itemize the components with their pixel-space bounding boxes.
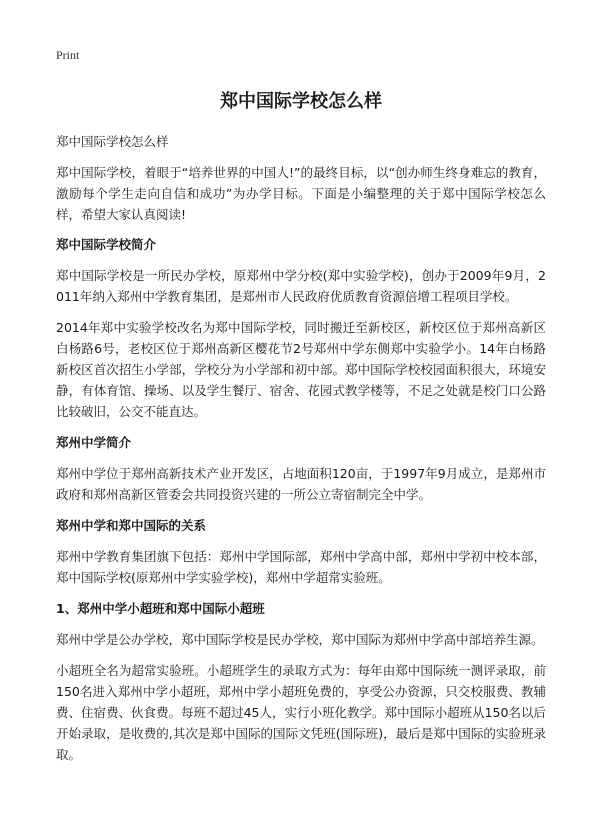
section-heading-school-intro: 郑中国际学校简介 bbox=[56, 237, 157, 252]
article-page bbox=[56, 44, 546, 765]
section-paragraph: 2014年郑中实验学校改名为郑中国际学校，同时搬迁至新校区，新校区位于郑州高新区白杨路6号，老校区位于郑州高新区樱花节2号郑州中学东侧郑中实验学小。14年白杨路新校区首次招生小学部，学校分为小学部和初中部。郑中国际学校校园面积很大，环境安静，有体育馆、操场、以及学生餐厅、宿舍、花园式教学楼等，不足之处就是校门口公路比较破旧，公交不能直达。 bbox=[56, 320, 546, 419]
intro-paragraph: 郑中国际学校，着眼于“培养世界的中国人!”的最终目标，以“创办师生终身难忘的教育，激励每个学生走向自信和成功”为办学目标。下面是小编整理的关于郑中国际学校怎么样，希望大家认真阅读! bbox=[56, 165, 546, 222]
print-link[interactable]: Print bbox=[56, 48, 80, 62]
section-paragraph: 小超班全名为超常实验班。小超班学生的录取方式为：每年由郑中国际统一测评录取，前150名进入郑州中学小超班，郑州中学小超班免费的，享受公办资源，只交校服费、教辅费、住宿费、伙食费。每班不超过45人，实行小班化教学。郑中国际小超班从150名以后开始录取，是收费的,其次是郑中国际的国际文凭班(国际班)，最后是郑中国际的实验班录取。 bbox=[56, 663, 546, 762]
page-title: 郑中国际学校怎么样 bbox=[220, 91, 382, 112]
section-heading-gifted-classes: 1、郑州中学小超班和郑中国际小超班 bbox=[56, 601, 265, 616]
section-paragraph: 郑州中学是公办学校，郑中国际学校是民办学校，郑中国际为郑州中学高中部培养生源。 bbox=[56, 632, 544, 647]
section-paragraph: 郑州中学教育集团旗下包括：郑州中学国际部，郑州中学高中部，郑州中学初中校本部，郑中国际学校(原郑州中学实验学校)，郑州中学超常实验班。 bbox=[56, 549, 546, 585]
section-paragraph: 郑中国际学校是一所民办学校，原郑州中学分校(郑中实验学校)，创办于2009年9月，2011年纳入郑州中学教育集团，是郑州市人民政府优质教育资源倍增工程项目学校。 bbox=[56, 268, 546, 304]
section-heading-relationship: 郑州中学和郑中国际的关系 bbox=[56, 518, 207, 533]
section-paragraph: 郑州中学位于郑州高新技术产业开发区，占地面积120亩，于1997年9月成立，是郑州市政府和郑州高新区管委会共同投资兴建的一所公立寄宿制完全中学。 bbox=[56, 466, 546, 502]
article-subtitle: 郑中国际学校怎么样 bbox=[56, 134, 169, 149]
section-heading-zhengzhou-middle-school: 郑州中学简介 bbox=[56, 435, 132, 450]
